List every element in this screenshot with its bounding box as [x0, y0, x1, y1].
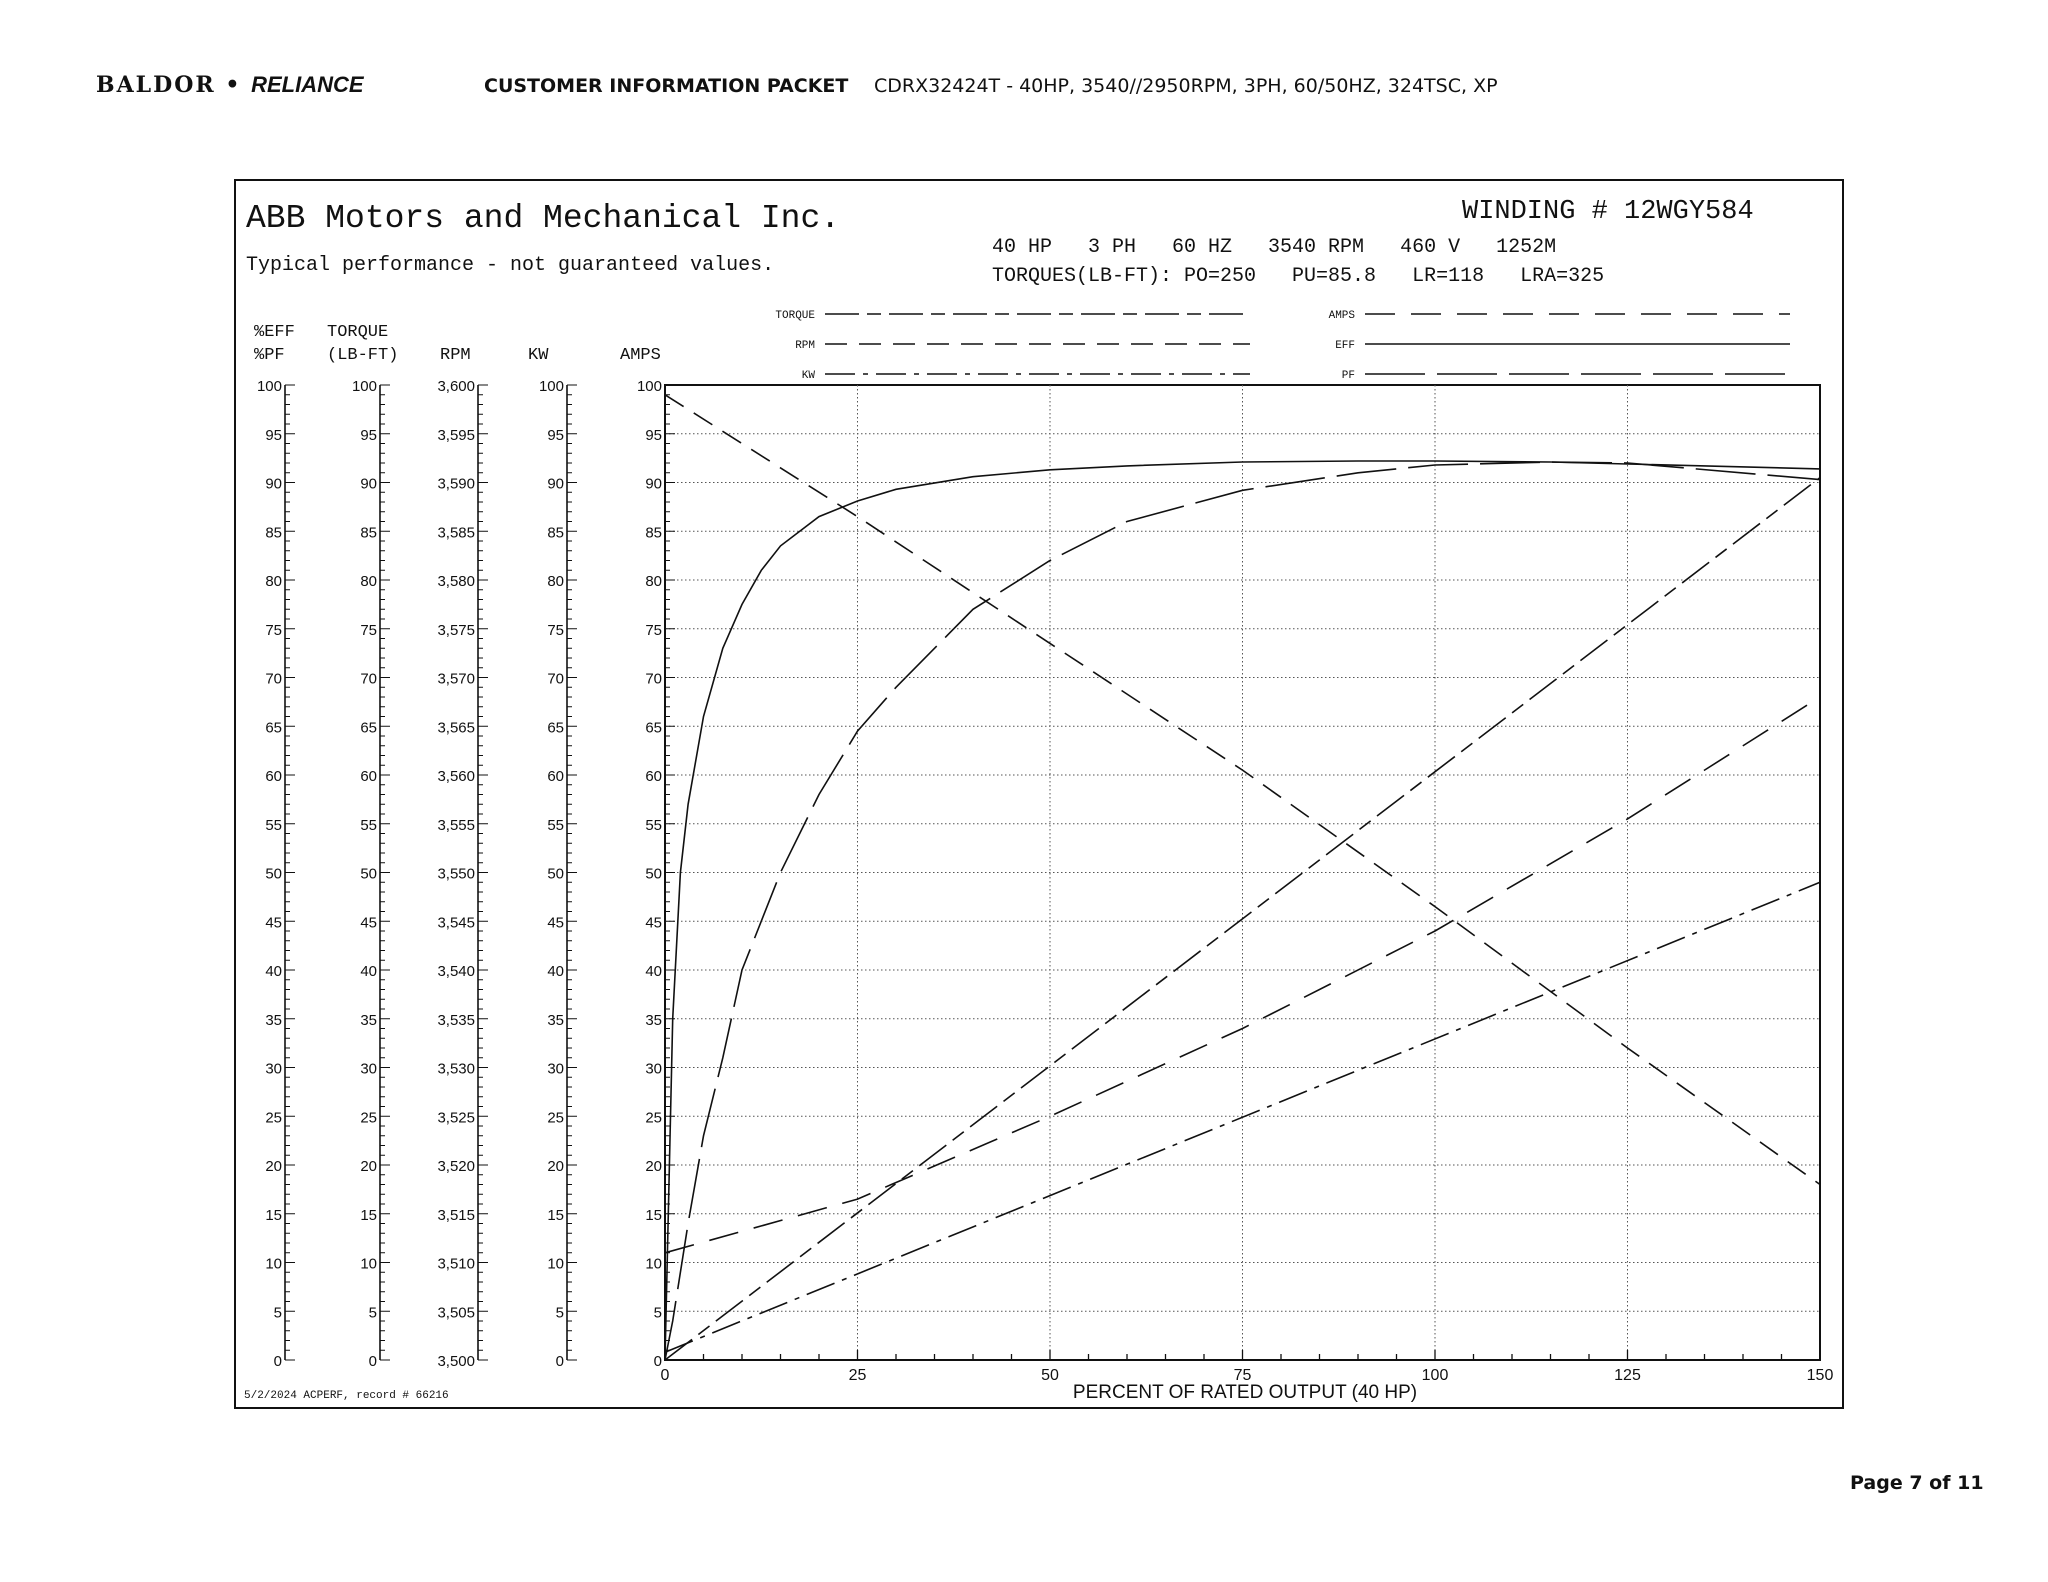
y-tick-label: 40: [360, 963, 377, 980]
y-tick-label: 90: [360, 475, 377, 493]
y-tick-label: 95: [360, 426, 377, 444]
y-tick-label: 40: [645, 963, 662, 980]
y-tick-label: 3,535: [437, 1011, 475, 1029]
y-tick-label: 3,520: [437, 1158, 475, 1175]
y-tick-label: 50: [547, 865, 564, 883]
y-tick-label: 80: [265, 573, 282, 590]
subtitle: Typical performance - not guaranteed values.: [246, 254, 775, 277]
y-tick-label: 65: [265, 719, 282, 737]
y-tick-label: 5: [273, 1304, 282, 1322]
x-tick-label: 75: [1233, 1367, 1252, 1384]
y-tick-label: 85: [645, 524, 662, 542]
legend-label: PF: [1341, 370, 1355, 382]
y-tick-label: 85: [360, 524, 377, 542]
y-tick-label: 45: [265, 914, 282, 932]
y-tick-label: 3,555: [437, 816, 475, 834]
y-tick-label: 30: [547, 1060, 564, 1078]
y-tick-label: 100: [256, 378, 282, 395]
y-tick-label: 20: [265, 1158, 282, 1175]
y-tick-label: 3,600: [437, 378, 475, 395]
page-number: Page 7 of 11: [1850, 1472, 1984, 1494]
brand-separator: •: [225, 72, 242, 98]
y-tick-label: 3,575: [437, 621, 475, 639]
y-tick-label: 80: [360, 573, 377, 590]
y-tick-label: 70: [265, 670, 282, 688]
y-tick-label: 65: [547, 719, 564, 737]
y-tick-label: 25: [547, 1109, 564, 1127]
y-tick-label: 95: [645, 426, 662, 444]
y-tick-label: 35: [265, 1011, 282, 1029]
y-axis-header: KW: [528, 346, 549, 365]
x-tick-label: 125: [1614, 1367, 1641, 1384]
y-tick-label: 3,505: [437, 1304, 475, 1322]
y-tick-label: 75: [360, 621, 377, 639]
footer-record: 5/2/2024 ACPERF, record # 66216: [244, 1390, 449, 1402]
y-tick-label: 80: [645, 573, 662, 590]
y-tick-label: 3,580: [437, 573, 475, 590]
y-tick-label: 85: [547, 524, 564, 542]
y-tick-label: 90: [645, 475, 662, 493]
y-tick-label: 70: [645, 670, 662, 688]
y-tick-label: 5: [555, 1304, 564, 1322]
y-tick-label: 3,515: [437, 1206, 475, 1224]
company-name: ABB Motors and Mechanical Inc.: [246, 200, 841, 237]
y-tick-label: 40: [265, 963, 282, 980]
y-tick-label: 70: [360, 670, 377, 688]
y-tick-label: 30: [265, 1060, 282, 1078]
y-tick-label: 3,525: [437, 1109, 475, 1127]
y-axis-header: (LB-FT): [327, 346, 399, 365]
brand-reliance: RELIANCE: [251, 72, 364, 97]
y-tick-label: 30: [645, 1060, 662, 1078]
y-tick-label: 95: [265, 426, 282, 444]
y-axis-header: AMPS: [620, 346, 661, 365]
y-tick-label: 35: [547, 1011, 564, 1029]
y-tick-label: 20: [645, 1158, 662, 1175]
x-tick-label: 25: [848, 1367, 867, 1384]
y-tick-label: 3,570: [437, 670, 475, 688]
y-tick-label: 15: [360, 1206, 377, 1224]
y-tick-label: 3,595: [437, 426, 475, 444]
y-tick-label: 60: [645, 768, 662, 785]
y-tick-label: 10: [265, 1255, 282, 1273]
y-tick-label: 35: [645, 1011, 662, 1029]
y-tick-label: 0: [653, 1353, 662, 1370]
y-tick-label: 25: [360, 1109, 377, 1127]
torque-specs: TORQUES(LB-FT): PO=250 PU=85.8 LR=118 LRA=325: [992, 265, 1605, 288]
plot-layer: [254, 310, 1833, 1384]
y-tick-label: 3,565: [437, 719, 475, 737]
y-tick-label: 40: [547, 963, 564, 980]
y-tick-label: 55: [645, 816, 662, 834]
y-tick-label: 100: [351, 378, 377, 395]
y-tick-label: 60: [360, 768, 377, 785]
legend-label: EFF: [1335, 340, 1355, 352]
winding-number: WINDING # 12WGY584: [1462, 197, 1754, 227]
y-tick-label: 35: [360, 1011, 377, 1029]
y-tick-label: 15: [547, 1206, 564, 1224]
y-tick-label: 0: [368, 1353, 377, 1370]
legend-label: TORQUE: [775, 310, 815, 322]
y-tick-label: 3,510: [437, 1255, 475, 1273]
x-tick-label: 0: [660, 1367, 670, 1384]
x-tick-label: 50: [1041, 1367, 1059, 1384]
x-tick-label: 100: [1421, 1367, 1449, 1384]
y-tick-label: 50: [645, 865, 662, 883]
y-tick-label: 30: [360, 1060, 377, 1078]
y-tick-label: 20: [547, 1158, 564, 1175]
y-tick-label: 65: [645, 719, 662, 737]
y-tick-label: 60: [265, 768, 282, 785]
y-axis-header-top: %EFF: [254, 323, 295, 342]
y-tick-label: 20: [360, 1158, 377, 1175]
y-tick-label: 3,590: [437, 475, 475, 493]
y-tick-label: 3,545: [437, 914, 475, 932]
y-tick-label: 80: [547, 573, 564, 590]
y-tick-label: 3,540: [437, 963, 475, 980]
y-tick-label: 5: [368, 1304, 377, 1322]
y-tick-label: 10: [547, 1255, 564, 1273]
y-tick-label: 3,585: [437, 524, 475, 542]
y-tick-label: 75: [645, 621, 662, 639]
y-axis-header: RPM: [440, 346, 471, 365]
y-tick-label: 15: [645, 1206, 662, 1224]
y-tick-label: 0: [273, 1353, 282, 1370]
y-tick-label: 60: [547, 768, 564, 785]
motor-specs: 40 HP 3 PH 60 HZ 3540 RPM 460 V 1252M: [992, 236, 1557, 259]
y-tick-label: 55: [265, 816, 282, 834]
x-tick-label: 150: [1806, 1367, 1834, 1384]
y-tick-label: 50: [360, 865, 377, 883]
chart-frame: [235, 180, 1843, 1408]
y-tick-label: 10: [645, 1255, 662, 1273]
y-tick-label: 3,500: [437, 1353, 475, 1370]
y-tick-label: 70: [547, 670, 564, 688]
y-tick-label: 95: [547, 426, 564, 444]
packet-title: CUSTOMER INFORMATION PACKET: [484, 75, 849, 97]
x-axis-label: PERCENT OF RATED OUTPUT (40 HP): [1072, 1382, 1418, 1403]
y-tick-label: 100: [636, 378, 662, 395]
y-tick-label: 5: [653, 1304, 662, 1322]
y-tick-label: 55: [547, 816, 564, 834]
y-tick-label: 75: [547, 621, 564, 639]
model-description: CDRX32424T - 40HP, 3540//2950RPM, 3PH, 60/50HZ, 324TSC, XP: [874, 75, 1498, 97]
y-tick-label: 25: [645, 1109, 662, 1127]
y-tick-label: 90: [265, 475, 282, 493]
y-tick-label: 65: [360, 719, 377, 737]
y-tick-label: 45: [547, 914, 564, 932]
y-tick-label: 45: [645, 914, 662, 932]
legend-label: RPM: [795, 340, 815, 352]
y-tick-label: 45: [360, 914, 377, 932]
y-tick-label: 85: [265, 524, 282, 542]
legend-label: AMPS: [1328, 310, 1355, 322]
y-axis-header: %PF: [254, 346, 285, 365]
y-tick-label: 90: [547, 475, 564, 493]
y-tick-label: 3,560: [437, 768, 475, 785]
y-axis-header-top: TORQUE: [327, 323, 389, 342]
y-tick-label: 10: [360, 1255, 377, 1273]
y-tick-label: 0: [555, 1353, 564, 1370]
y-tick-label: 3,550: [437, 865, 475, 883]
y-tick-label: 100: [538, 378, 564, 395]
y-tick-label: 75: [265, 621, 282, 639]
y-tick-label: 15: [265, 1206, 282, 1224]
brand-baldor: BALDOR: [96, 72, 216, 98]
y-tick-label: 50: [265, 865, 282, 883]
y-tick-label: 55: [360, 816, 377, 834]
y-tick-label: 25: [265, 1109, 282, 1127]
legend-label: KW: [801, 370, 815, 382]
y-tick-label: 3,530: [437, 1060, 475, 1078]
